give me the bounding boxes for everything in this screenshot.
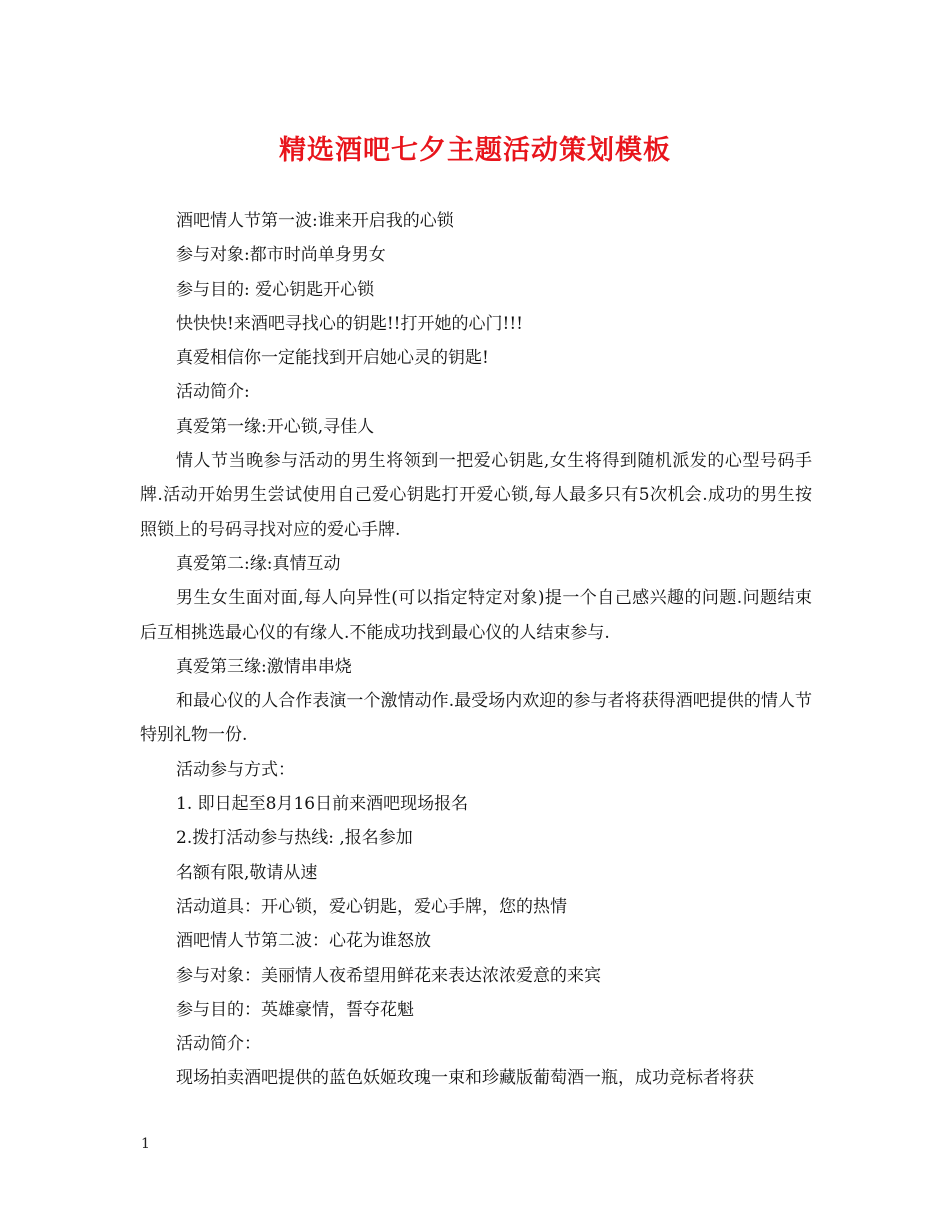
- paragraph: 现场拍卖酒吧提供的蓝色妖姬玫瑰一束和珍藏版葡萄酒一瓶，成功竞标者将获: [176, 1068, 754, 1089]
- paragraph: 情人节当晚参与活动的男生将领到一把爱心钥匙,女生将得到随机派发的心型号码手牌.活动开始男生尝试使用自己爱心钥匙打开爱心锁,每人最多只有5次机会.成功的男生按照锁上的号码寻找对应的爱心手牌.: [140, 451, 812, 540]
- page-number: 1: [141, 1136, 150, 1152]
- paragraph: 真爱第一缘:开心锁,寻佳人: [176, 416, 375, 437]
- paragraph: 名额有限,敬请从速: [176, 862, 318, 883]
- paragraph: 真爱相信你一定能找到开启她心灵的钥匙!: [176, 348, 489, 369]
- paragraph: 2.拨打活动参与热线: ,报名参加: [176, 828, 413, 849]
- paragraph: 酒吧情人节第二波：心花为谁怒放: [176, 931, 431, 952]
- paragraph: 活动简介：: [176, 1034, 261, 1055]
- paragraph: 酒吧情人节第一波:谁来开启我的心锁: [176, 211, 454, 231]
- paragraph: 快快快!来酒吧寻找心的钥匙!!打开她的心门!!!: [176, 313, 523, 334]
- paragraph: 和最心仪的人合作表演一个激情动作.最受场内欢迎的参与者将获得酒吧提供的情人节特别礼物一份.: [140, 691, 812, 746]
- paragraph: 真爱第三缘:激情串串烧: [176, 656, 352, 677]
- paragraph: 男生女生面对面,每人向异性(可以指定特定对象)提一个自己感兴趣的问题.问题结束后互相挑选最心仪的有缘人.不能成功找到最心仪的人结束参与.: [140, 588, 812, 643]
- paragraph: 参与目的：英雄豪情，誓夺花魁: [176, 999, 414, 1020]
- paragraph: 真爱第二:缘:真情互动: [176, 553, 341, 574]
- paragraph: 活动参与方式：: [176, 759, 295, 780]
- paragraph: 1. 即日起至8月16日前来酒吧现场报名: [176, 794, 469, 815]
- document-title: 精选酒吧七夕主题活动策划模板: [279, 135, 671, 166]
- document-body: [140, 204, 812, 1096]
- paragraph: 活动道具：开心锁，爱心钥匙，爱心手牌，您的热情: [176, 896, 567, 917]
- paragraph: 参与对象：美丽情人夜希望用鲜花来表达浓浓爱意的来宾: [176, 965, 601, 986]
- paragraph: 参与目的: 爱心钥匙开心锁: [176, 279, 375, 300]
- paragraph: 活动简介:: [176, 382, 250, 403]
- paragraph: 参与对象:都市时尚单身男女: [176, 245, 386, 266]
